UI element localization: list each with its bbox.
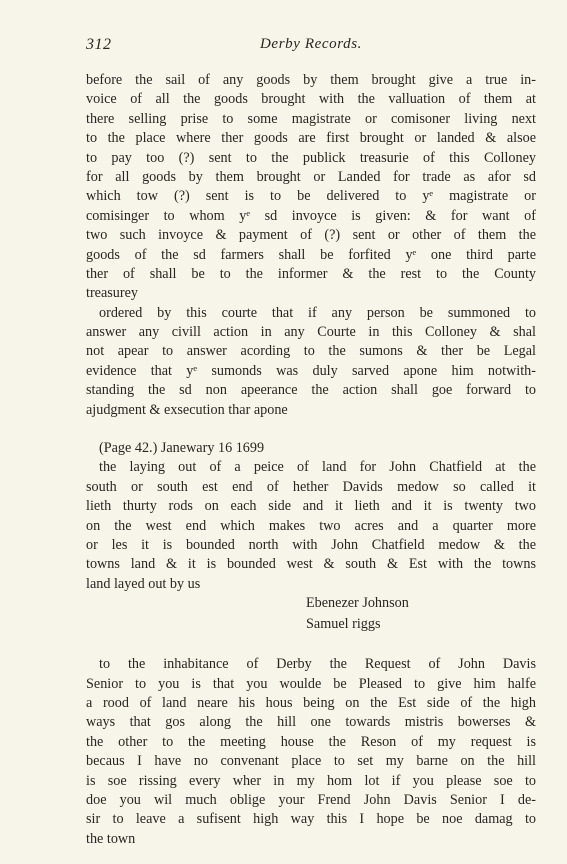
body-text [86,71,536,849]
page-header [86,36,536,58]
paragraph-land-layout [86,439,536,636]
text-line: there selling prise to some magistrate or comisoner living next [86,110,536,127]
text-line: treasurey [86,285,138,302]
text-line: to the inhabitance of Derby the Request of John Davis [99,656,536,673]
text-line: becaus I have no convenant place to set my barne on the hill [86,753,536,770]
text-line: comisinger to whom yᵉ sd invoyce is given: & for want of [86,207,536,224]
paragraph-davis-request [86,655,536,849]
text-line: answer any civill action in any Courte in this Colloney & shal [86,324,536,341]
text-line: south or south est end of hether Davids medow so called it [86,478,536,495]
text-line: evidence that yᵉ sumonds was duly sarved apone him notwith- [86,362,536,379]
text-line: a rood of land neare his hous being on the Est side of the high [86,694,536,711]
text-line: which tow (?) sent is to be delivered to yᵉ magistrate or [86,188,536,205]
text-line: before the sail of any goods by them brought give a true in- [86,72,536,88]
text-line: towns land & it is bounded west & south & Est with the towns [86,556,536,573]
page-number: 312 [86,36,112,53]
text-line: on the west end which makes two acres and a quarter more [86,517,536,534]
text-line: the town [86,830,136,847]
text-line: ways that gos along the hill one towards mistris bowerses & [86,714,536,731]
text-line: for all goods by them brought or Landed for trade as afor sd [86,168,536,185]
text-line: land layed out by us [86,575,201,592]
text-line: lieth thurty rods on each side and it lieth and it is twenty two [86,498,536,515]
text-line: doe you wil much oblige your Frend John Davis Senior I de- [86,791,536,808]
paragraph-gap [86,420,536,439]
text-line: to pay too (?) sent to the publick treasurie of this Colloney [86,149,536,166]
text-line: Senior to you is that you woulde be Pleased to give him halfe [86,675,536,692]
text-line: is soe rissing every wher in my hom lot if you please soe to [86,772,536,789]
text-line: ordered by this courte that if any person be summoned to [99,304,536,321]
paragraph-court-summons [86,304,536,420]
text-line: two such invoyce & payment of (?) sent or other of them the [86,227,536,244]
text-line: voice of all the goods brought with the valluation of them at [86,91,536,108]
text-line: ajudgment & exsecution thar apone [86,401,288,418]
signature-name: Samuel riggs [306,616,381,633]
text-line: the other to the meeting house the Reson of my request is [86,733,536,750]
text-line: or les it is bounded north with John Chatfield medow & the [86,536,536,553]
running-head: Derby Records. [260,36,362,52]
text-line: not apear to answer acording to the sumons & ther be Legal [86,343,536,360]
date-heading: (Page 42.) Janewary 16 1699 [99,440,265,457]
paragraph-gap [86,636,536,655]
text-line: to the place where ther goods are first brought or landed & alsoe [86,130,536,147]
text-line: standing the sd non apeerance the action shall goe forward to [86,382,536,399]
text-line: ther of shall be to the informer & the rest to the County [86,265,536,282]
text-line: goods of the sd farmers shall be forfited yᵉ one third parte [86,246,536,263]
signature-name: Ebenezer Johnson [306,595,409,612]
text-line: sir to leave a sufisent high way this I hope be noe damag to [86,811,536,828]
paragraph-trade-invoices [86,71,536,304]
text-line: the laying out of a peice of land for John Chatfield at the [99,459,536,476]
